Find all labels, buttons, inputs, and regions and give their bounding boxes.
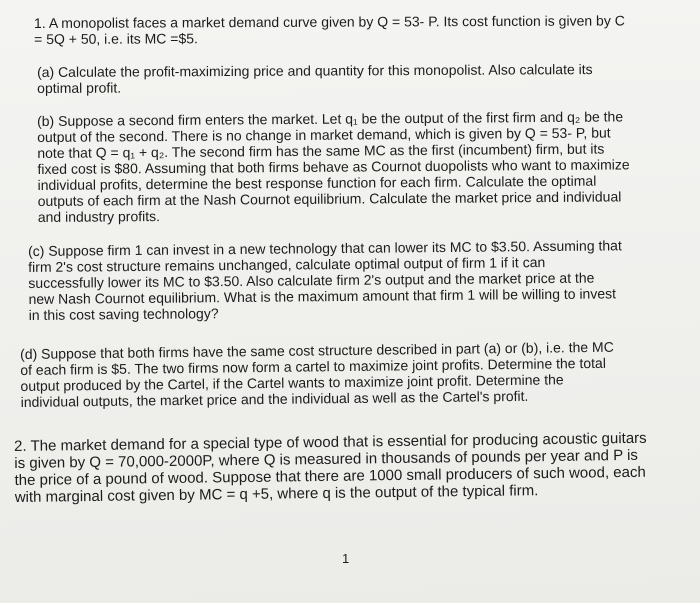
page-number: 1 bbox=[342, 551, 350, 566]
question-1-part-b: (b) Suppose a second firm enters the market. Let q₁ be the output of the first firm and q₂ be the output of the second. There is no change in market demand, which is given by Q = 53- P, but note that Q = q₁ + q₂. The second firm has the same MC as the first (incumbent) firm, but its fixed cost is $80. Assuming that both firms behave as Cournot duopolists who want to maximize individual profits, determine the best response function for each firm. Calculate the optimal outputs of each firm at the Nash Cournot equilibrium. Calculate the market price and individual and industry profits. bbox=[37, 108, 630, 225]
question-1-part-a: (a) Calculate the profit-maximizing price and quantity for this monopolist. Also calculate its optimal profit. bbox=[37, 61, 593, 96]
question-1-part-c: (c) Suppose firm 1 can invest in a new technology that can lower its MC to $3.50. Assuming that firm 2's cost structure remains unchanged, calculate optimal output of firm 1 if it can successfully lower its MC to $3.50. Also calculate firm 2's output and the market price at the new Nash Cournot equilibrium. What is the maximum amount that firm 1 will be willing to invest in this cost saving technology? bbox=[28, 237, 622, 323]
question-1-part-d: (d) Suppose that both firms have the same cost structure described in part (a) or (b), i.e. the MC of each firm is $5. The two firms now form a cartel to maximize joint profits. Determine the total output produced by the Cartel, if the Cartel wants to maximize joint profit. Determine the individual outputs, the market price and the individual as well as the Cartel's profit. bbox=[20, 338, 614, 410]
question-2: 2. The market demand for a special type of wood that is essential for producing acoustic guitars is given by Q = 70,000-2000P, where Q is measured in thousands of pounds per year and P is the price of a pound of wood. Suppose that there are 1000 small producers of such wood, each with marginal cost given by MC = q +5, where q is the output of the typical firm. bbox=[14, 429, 647, 506]
question-1-intro: 1. A monopolist faces a market demand curve given by Q = 53- P. Its cost function is given by C = 5Q + 50, i.e. its MC =$5. bbox=[34, 12, 625, 47]
